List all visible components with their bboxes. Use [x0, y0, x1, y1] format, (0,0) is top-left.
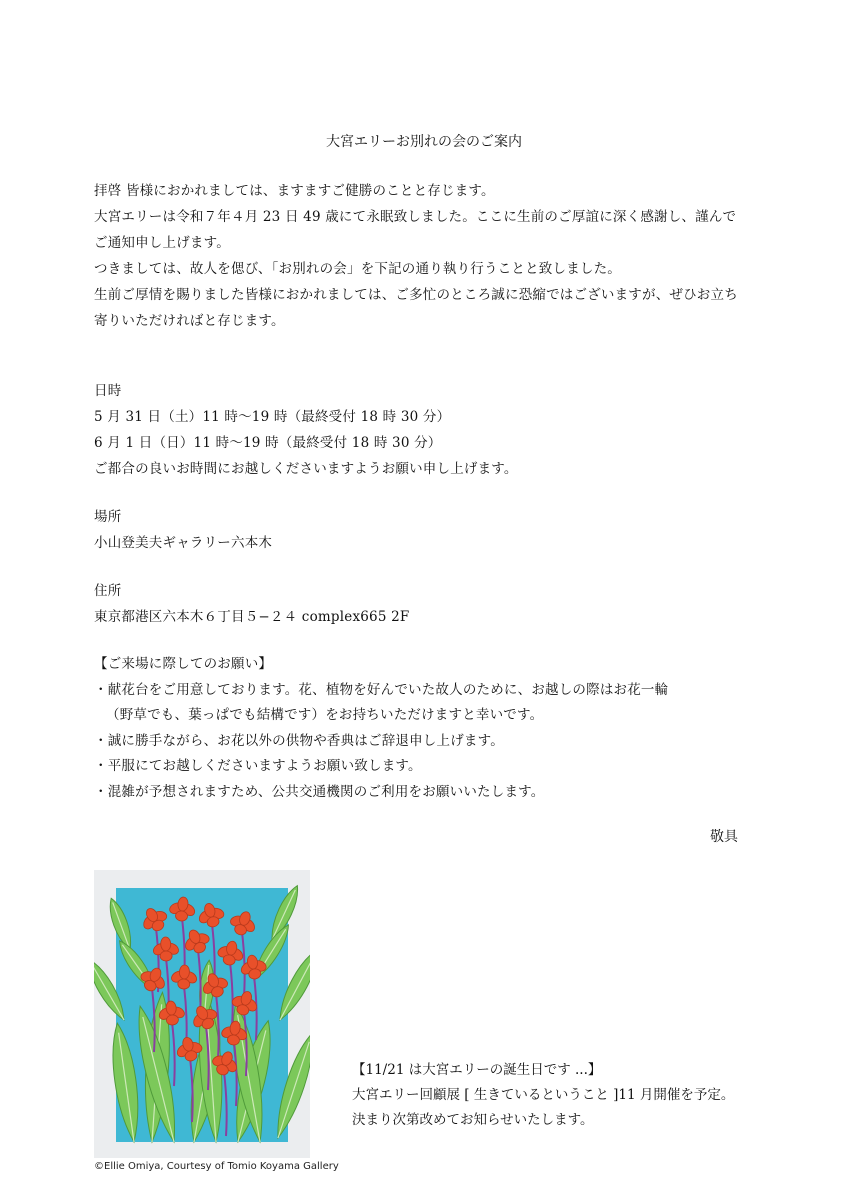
flower-painting-icon	[94, 870, 310, 1158]
notes-section	[94, 652, 774, 805]
datetime-heading: 日時	[94, 383, 122, 399]
birthday-heading: 【11/21 は大宮エリーの誕生日です ...】	[352, 1062, 602, 1078]
birthday-line: 大宮エリー回顧展 [ 生きているということ ]11 月開催を予定。	[352, 1087, 735, 1103]
page-title: 大宮エリーお別れの会のご案内	[326, 134, 522, 150]
notes-line: ・混雑が予想されますため、公共交通機関のご利用をお願いいたします。	[94, 783, 545, 800]
artwork-credit: ©Ellie Omiya, Courtesy of Tomio Koyama Gallery	[94, 1161, 339, 1172]
birthday-line: 決まり次第改めてお知らせいたします。	[352, 1112, 594, 1128]
intro-line: ご通知申し上げます。	[94, 235, 230, 251]
address-value: 東京都港区六本木６丁目５−２４ complex665 2F	[94, 609, 410, 625]
intro-line: 生前ご厚情を賜りました皆様におかれましては、ご多忙のところ誠に恐縮ではございますが、ぜひお立ち	[94, 287, 738, 303]
datetime-line: 5 月 31 日（土）11 時〜19 時（最終受付 18 時 30 分）	[94, 409, 451, 425]
datetime-line: ご都合の良いお時間にお越しくださいますようお願い申し上げます。	[94, 461, 518, 477]
venue-section	[94, 504, 774, 556]
notes-line: （野草でも、葉っぱでも結構です）をお持ちいただけますと幸いです。	[106, 707, 544, 723]
painting-petal	[178, 979, 191, 990]
intro-section	[94, 178, 774, 334]
intro-line: 寄りいただければと存じます。	[94, 313, 285, 329]
artwork-image	[94, 870, 310, 1158]
painting-petal	[160, 937, 170, 951]
intro-line: 大宮エリーは令和７年４月 23 日 49 歳にて永眠致しました。ここに生前のご厚誼に深く感謝し、謹んで	[94, 209, 737, 225]
venue-heading: 場所	[94, 509, 122, 525]
intro-line: つきましては、故人を偲び、「お別れの会」を下記の通り執り行うことと致しました。	[94, 261, 622, 277]
venue-name: 小山登美夫ギャラリー六本木	[94, 535, 273, 551]
painting-petal	[160, 951, 172, 961]
closing-text: 敬具	[710, 829, 738, 845]
notes-line: ・平服にてお越しくださいますようお願い致します。	[94, 758, 422, 774]
notes-heading: 【ご来場に際してのお願い】	[94, 656, 273, 672]
address-section	[94, 578, 774, 630]
address-heading: 住所	[94, 583, 122, 599]
intro-line: 拝啓 皆様におかれましては、ますますご健勝のことと存じます。	[94, 183, 495, 199]
notes-line: ・献花台をご用意しております。花、植物を好んでいた故人のために、お越しの際はお花一輪	[94, 681, 669, 698]
datetime-line: 6 月 1 日（日）11 時〜19 時（最終受付 18 時 30 分）	[94, 435, 442, 451]
notes-line: ・誠に勝手ながら、お花以外の供物や香典はご辞退申し上げます。	[94, 732, 504, 749]
birthday-section	[352, 1058, 734, 1133]
painting-petal	[179, 965, 190, 980]
datetime-section	[94, 378, 774, 482]
